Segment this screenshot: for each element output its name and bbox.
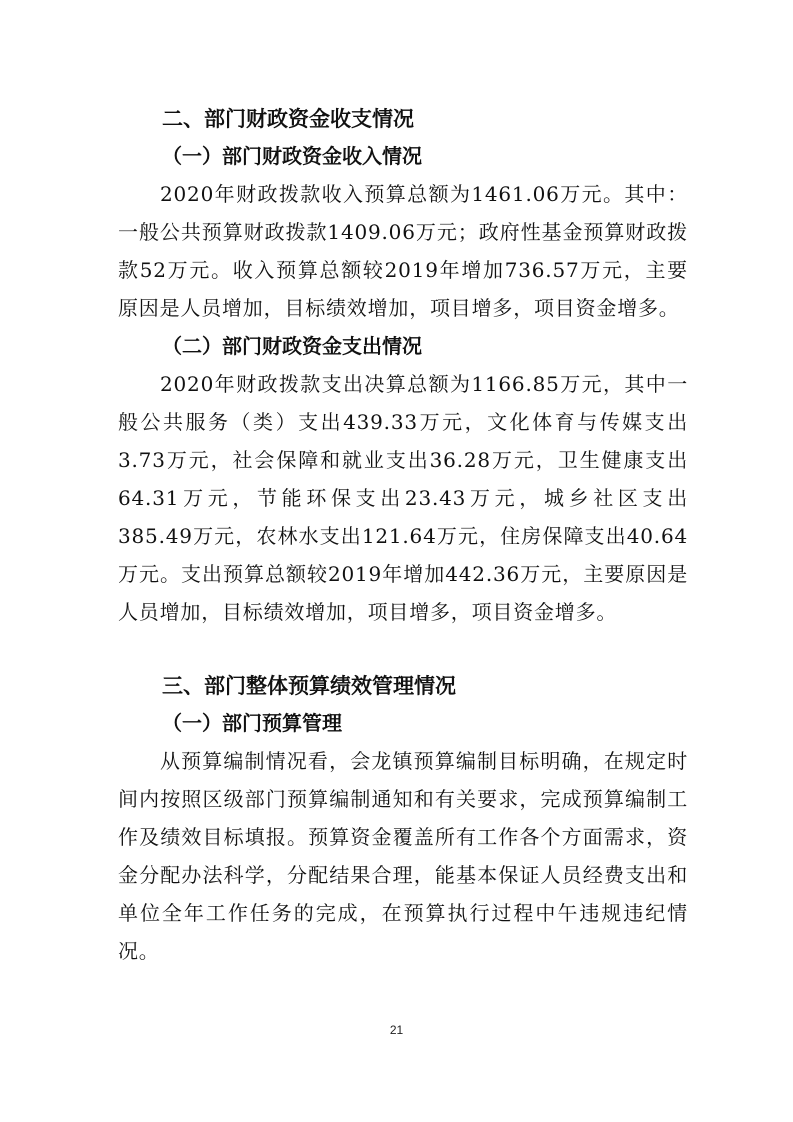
section-spacer — [118, 631, 688, 669]
subsection-heading: （一）部门预算管理 — [162, 711, 342, 735]
body-paragraph: 2020年财政拨款支出决算总额为1166.85万元，其中一般公共服务（类）支出439.33万元，文化体育与传媒支出3.73万元，社会保障和就业支出36.28万元，卫生健康支出64.31万元，节能环保支出23.43万元，城乡社区支出385.49万元，农林水支出121.64万元，住房保障支出40.64万元。支出预算总额较2019年增加442.36万元，主要原因是人员增加，目标绩效增加，项目增多，项目资金增多。 — [118, 372, 688, 624]
document-body — [118, 102, 688, 970]
body-paragraph: 从预算编制情况看，会龙镇预算编制目标明确，在规定时间内按照区级部门预算编制通知和有关要求，完成预算编制工作及绩效目标填报。预算资金覆盖所有工作各个方面需求，资金分配办法科学，分配结果合理，能基本保证人员经费支出和单位全年工作任务的完成，在预算执行过程中午违规违纪情况。 — [118, 749, 688, 963]
subsection-heading: （一）部门财政资金收入情况 — [162, 144, 422, 168]
page-number: 21 — [389, 1023, 404, 1037]
body-paragraph: 2020年财政拨款收入预算总额为1461.06万元。其中：一般公共预算财政拨款1409.06万元；政府性基金预算财政拨款52万元。收入预算总额较2019年增加736.57万元，主要原因是人员增加，目标绩效增加，项目增多，项目资金增多。 — [118, 182, 688, 320]
section-heading: 三、部门整体预算绩效管理情况 — [162, 674, 456, 698]
section-heading: 二、部门财政资金收支情况 — [162, 107, 414, 131]
subsection-heading: （二）部门财政资金支出情况 — [162, 334, 422, 358]
